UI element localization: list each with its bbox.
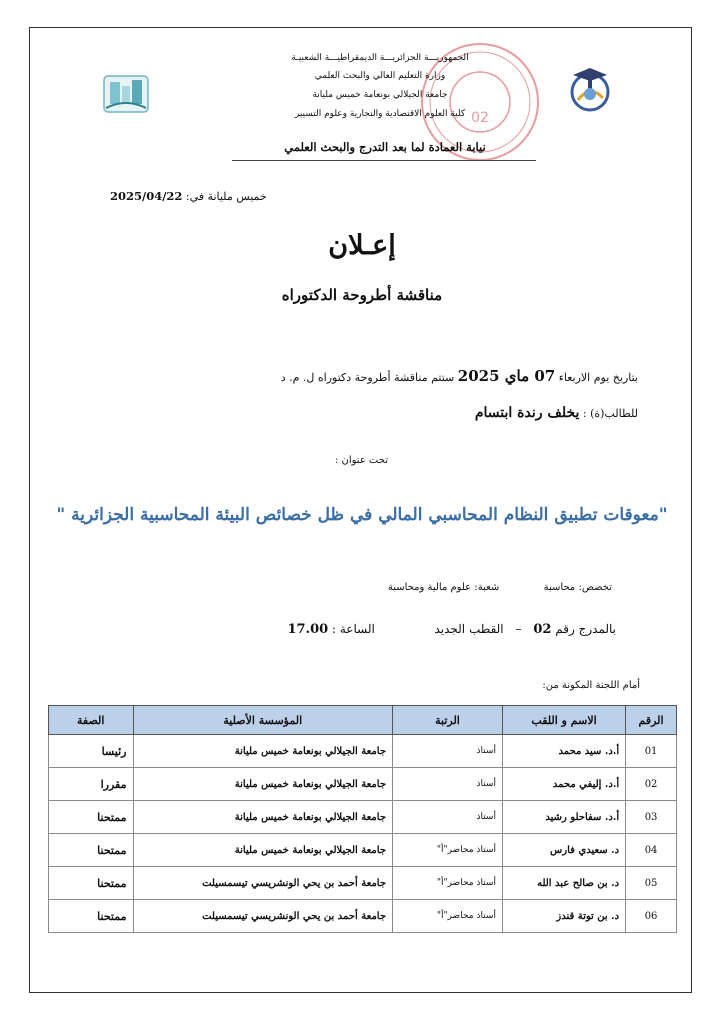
branch-label: شعبة:	[474, 582, 500, 593]
announcement-suffix: ستتم مناقشة أطروحة دكتوراه ل. م. د	[280, 371, 455, 384]
time-label: الساعة :	[332, 622, 375, 636]
member-name: أ.د. إليفي محمد	[502, 768, 625, 801]
member-name: أ.د. سيد محمد	[502, 735, 625, 768]
header-divider	[232, 160, 536, 161]
header-role: الصفة	[49, 706, 134, 735]
member-institution: جامعة الجيلالي بونعامة خميس مليانة	[133, 735, 393, 768]
member-name: د. بن توتة قندز	[502, 900, 625, 933]
member-rank: أستاذ	[393, 768, 503, 801]
member-name: د. سعيدي فارس	[502, 834, 625, 867]
announcement-prefix: بتاريخ يوم الاربعاء	[558, 371, 638, 384]
member-name: د. بن صالح عبد الله	[502, 867, 625, 900]
member-institution: جامعة الجيلالي بونعامة خميس مليانة	[133, 834, 393, 867]
location-line	[287, 622, 616, 637]
pole-name: القطب الجديد	[434, 622, 504, 636]
page-title: إعـلان	[328, 230, 396, 261]
member-role: ممتحنا	[49, 900, 134, 933]
committee-label: أمام اللجنة المكونة من:	[542, 680, 640, 691]
specialty-value: محاسبة	[543, 582, 576, 593]
member-rank: أستاذ	[393, 801, 503, 834]
student-name: يخلف رندة ابتسام	[474, 405, 580, 421]
table-header-row	[49, 706, 677, 735]
student-label: للطالب(ة) :	[582, 407, 638, 420]
member-rank: أستاذ محاضر"أ"	[393, 834, 503, 867]
university-logo	[565, 64, 615, 114]
page-subtitle: مناقشة أطروحة الدكتوراه	[281, 286, 443, 304]
member-institution: جامعة أحمد بن يحي الونشريسي تيسمسيلت	[133, 867, 393, 900]
location-dash: –	[515, 622, 522, 636]
header-number: الرقم	[626, 706, 677, 735]
member-role: ممتحنا	[49, 867, 134, 900]
table-row	[49, 801, 677, 834]
member-rank: أستاذ محاضر"أ"	[393, 900, 503, 933]
header-line-3: جامعة الجيلالي بونعامة خميس مليانة	[312, 90, 448, 100]
faculty-logo	[98, 72, 154, 116]
member-institution: جامعة أحمد بن يحي الونشريسي تيسمسيلت	[133, 900, 393, 933]
row-number: 04	[626, 834, 677, 867]
defense-date: 07 ماي 2025	[457, 367, 556, 385]
header-line-1: الجمهوريـــة الجزائريـــة الديمقراطيـــة الشعبيـة	[291, 53, 469, 63]
date-value: 2025/04/22	[110, 189, 183, 203]
table-row	[49, 900, 677, 933]
header-institution: المؤسسة الأصلية	[133, 706, 393, 735]
row-number: 01	[626, 735, 677, 768]
member-role: رئيسا	[49, 735, 134, 768]
header-line-2: وزارة التعليم العالي والبحث العلمي	[314, 71, 446, 81]
header-name: الاسم و اللقب	[502, 706, 625, 735]
date-label: خميس مليانة في:	[185, 190, 267, 203]
member-rank: أستاذ محاضر"أ"	[393, 867, 503, 900]
jury-table	[48, 705, 677, 933]
thesis-title: "معوقات تطبيق النظام المحاسبي المالي في ظل خصائص البيئة المحاسبية الجزائرية "	[56, 505, 668, 525]
announcement-line	[281, 367, 638, 385]
specialty-line	[388, 582, 612, 593]
row-number: 06	[626, 900, 677, 933]
table-row	[49, 735, 677, 768]
table-row	[49, 768, 677, 801]
svg-text:02: 02	[471, 110, 489, 126]
row-number: 03	[626, 801, 677, 834]
member-role: ممتحنا	[49, 801, 134, 834]
member-institution: جامعة الجيلالي بونعامة خميس مليانة	[133, 801, 393, 834]
member-role: مقررا	[49, 768, 134, 801]
table-row	[49, 867, 677, 900]
branch-value: علوم مالية ومحاسبة	[387, 582, 472, 593]
department-title: نيابة العمادة لما بعد التدرج والبحث العلمي	[284, 140, 486, 154]
member-rank: أستاذ	[393, 735, 503, 768]
member-institution: جامعة الجيلالي بونعامة خميس مليانة	[133, 768, 393, 801]
specialty-label: تخصص:	[578, 582, 612, 593]
row-number: 02	[626, 768, 677, 801]
member-name: أ.د. سفاحلو رشيد	[502, 801, 625, 834]
member-role: ممتحنا	[49, 834, 134, 867]
header-line-4: كلية العلوم الاقتصادية والتجارية وعلوم التسيير	[294, 109, 466, 119]
issue-date	[110, 189, 310, 203]
table-row	[49, 834, 677, 867]
hall-label: بالمدرج رقم	[555, 622, 616, 636]
hall-number: 02	[533, 622, 552, 637]
header-rank: الرتبة	[393, 706, 503, 735]
student-line	[475, 405, 638, 421]
under-title-label: تحت عنوان :	[334, 455, 388, 466]
row-number: 05	[626, 867, 677, 900]
time-value: 17.00	[287, 622, 329, 637]
